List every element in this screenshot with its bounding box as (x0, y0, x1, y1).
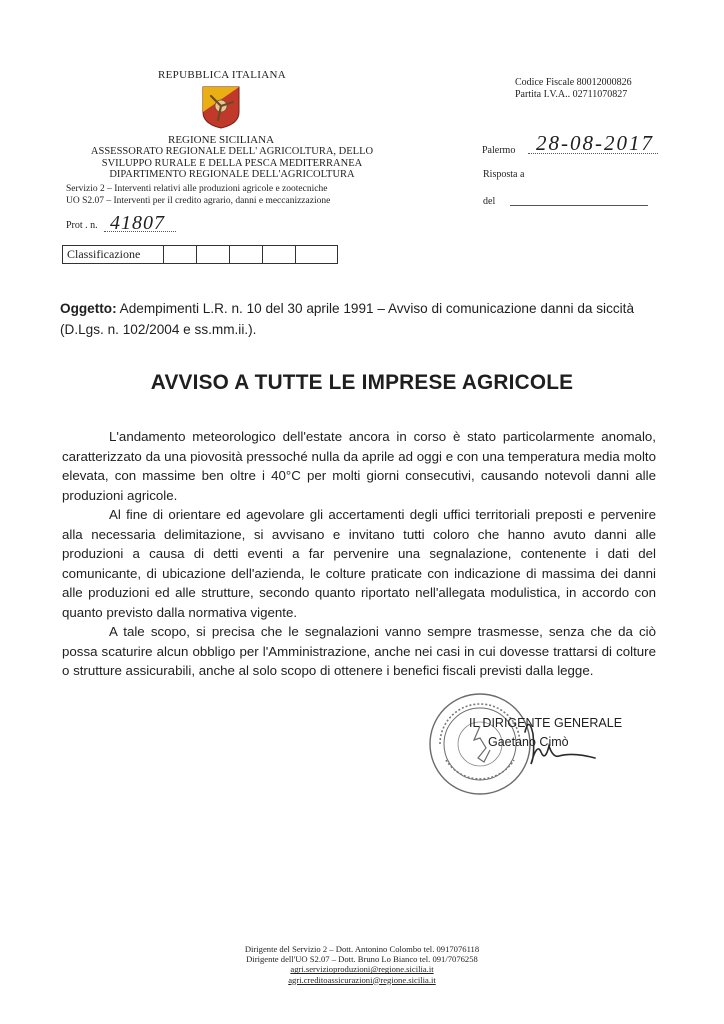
classification-cell (296, 246, 336, 263)
footer-line: Dirigente dell'UO S2.07 – Dott. Bruno Lo Bianco tel. 091/7076258 (246, 954, 478, 965)
classification-table (62, 245, 338, 264)
region-name: REGIONE SICILIANA (168, 134, 275, 146)
reply-label: Risposta a (483, 169, 525, 180)
tax-codes (515, 77, 632, 100)
classification-label: Classificazione (63, 246, 164, 263)
paragraph: A tale scopo, si precisa che le segnalazioni vanno sempre trasmesse, senza che da ciò possa scaturire alcun obbligo per l'Amministrazione, anche nei casi in cui dovesse trattarsi di colture o strutture assicurabili, anche al solo scopo di ottenere i benefici fiscali previsti dalla legge. (62, 624, 656, 678)
handwritten-signature-icon (515, 712, 605, 772)
footer (0, 944, 724, 985)
classification-cell (164, 246, 197, 263)
paragraph: L'andamento meteorologico dell'estate ancora in corso è stato particolarmente anomalo, caratterizzato da una piovosità pressoché nulla da aprile ad oggi e con una temperatura media molto elevata, con massime ben oltre i 40°C per molti giorni consecutivi, causando notevoli danni alle produzioni agricole. (62, 429, 656, 503)
trinacria-emblem-icon (198, 84, 244, 130)
email-link[interactable]: agri.creditoassicurazioni@regione.sicilia.it (288, 974, 436, 985)
notice-title: AVVISO A TUTTE LE IMPRESE AGRICOLE (150, 371, 574, 394)
protocol-number: 41807 (110, 212, 165, 234)
republic-heading: REPUBBLICA ITALIANA (158, 69, 286, 81)
notice-body (62, 427, 656, 681)
classification-cell (263, 246, 296, 263)
codice-fiscale: Codice Fiscale 80012000826 (515, 77, 632, 88)
signatory-title: IL DIRIGENTE GENERALE (469, 716, 623, 730)
subject-text: Adempimenti L.R. n. 10 del 30 aprile 1991 – Avviso di comunicazione danni da siccità (D.Lgs. n. 102/2004 e ss.mm.ii.). (60, 301, 635, 337)
protocol-label: Prot . n. (66, 220, 98, 231)
office-block (66, 184, 330, 207)
del-underline (510, 205, 648, 206)
classification-cell (197, 246, 230, 263)
assessorato-line: SVILUPPO RURALE E DELLA PESCA MEDITERRANEA (101, 157, 363, 169)
subject-label: Oggetto: (60, 301, 117, 316)
footer-line: Dirigente del Servizio 2 – Dott. Antonino Colombo tel. 0917076118 (244, 944, 480, 954)
partita-iva: Partita I.V.A.. 02711070827 (515, 88, 628, 100)
assessorato-line: ASSESSORATO REGIONALE DELL' AGRICOLTURA, DELLO (90, 146, 374, 157)
uo-line: UO S2.07 – Interventi per il credito agrario, danni e meccanizzazione (66, 195, 331, 206)
assessorato-block (82, 146, 382, 181)
servizio-line: Servizio 2 – Interventi relativi alle produzioni agricole e zootecniche (66, 184, 328, 194)
subject (60, 298, 660, 340)
signatory-name: Gaetano Cimò (488, 735, 569, 749)
paragraph: Al fine di orientare ed agevolare gli accertamenti degli uffici territoriali preposti e pervenire alla necessaria delimitazione, si avvisano e invitano tutti coloro che hanno avuto danni alle produzioni a causa di detti eventi a far pervenire una segnalazione, contenente i dati del comunicante, di ubicazione dell'azienda, le colture praticate con indicazione di massima dei danni alle produzioni ed alle strutture, secondo quanto riportato nell'allegata modulistica, in accordo con quanto previsto dalla normativa vigente. (62, 507, 656, 620)
place-label: Palermo (482, 145, 516, 156)
assessorato-line: DIPARTIMENTO REGIONALE DELL'AGRICOLTURA (109, 169, 355, 180)
classification-cell (230, 246, 263, 263)
del-label: del (483, 196, 496, 207)
document-date: 28-08-2017 (536, 131, 654, 155)
email-link[interactable]: agri.servizioproduzioni@regione.sicilia.it (290, 964, 434, 975)
